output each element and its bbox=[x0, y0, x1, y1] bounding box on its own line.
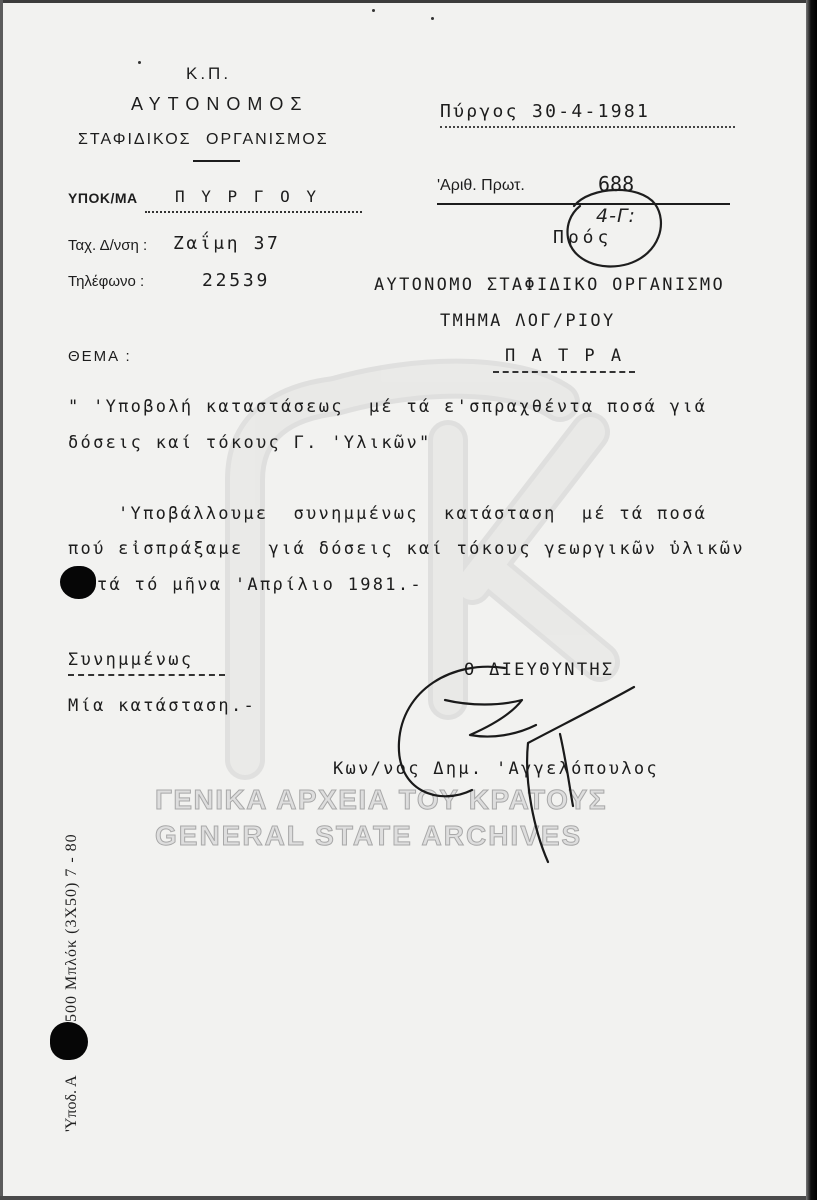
body-line: 'Υποβάλλουμε συνημμένως κατάσταση μέ τά ποσά bbox=[118, 504, 708, 524]
ink-blot bbox=[50, 1022, 88, 1060]
organization-name-line2: ΣΤΑΦΙΔΙΚΟΣ ΟΡΓΑΝΙΣΜΟΣ bbox=[78, 131, 329, 148]
recipient-line1: ΑΥΤΟΝΟΜΟ ΣΤΑΦΙΔΙΚΟ ΟΡΓΑΝΙΣΜΟ bbox=[374, 275, 725, 295]
scan-speck bbox=[138, 61, 141, 64]
scan-speck bbox=[431, 17, 434, 20]
branch-label: ΥΠΟΚ/ΜΑ bbox=[68, 190, 138, 206]
organization-name-line1: ΑΥΤΟΝΟΜΟΣ bbox=[131, 94, 309, 114]
to-label: Πρός bbox=[553, 227, 613, 248]
form-imprint-part1: 'Υποδ. Α bbox=[63, 1075, 80, 1132]
letterhead-code: Κ.Π. bbox=[186, 64, 232, 83]
subject-line: δόσεις καί τόκους Γ. 'Υλικῶν" bbox=[68, 433, 432, 453]
phone-label: Τηλέφωνο : bbox=[68, 273, 145, 290]
watermark-text-english: GENERAL STATE ARCHIVES bbox=[155, 820, 583, 851]
phone-value: 22539 bbox=[202, 270, 271, 291]
address-value: Ζαΐμη 37 bbox=[173, 233, 281, 254]
subject-label: ΘΕΜΑ : bbox=[68, 348, 132, 365]
attachments-label: Συνημμένως bbox=[68, 650, 194, 670]
watermark-text-greek: ΓΕΝΙΚΑ ΑΡΧΕΙΑ ΤΟΥ ΚΡΑΤΟΥΣ bbox=[155, 784, 608, 815]
branch-value: Π Υ Ρ Γ Ο Υ bbox=[175, 187, 320, 206]
place-date: Πύργος 30-4-1981 bbox=[440, 101, 651, 122]
signatory-name: Κων/νος Δημ. 'Αγγελόπουλος bbox=[333, 759, 659, 779]
protocol-number: 688 bbox=[598, 172, 635, 196]
subject-line: " 'Υποβολή καταστάσεως μέ τά ε'σπραχθέντα ποσά γιά bbox=[68, 397, 708, 417]
recipient-line2: ΤΜΗΜΑ ΛΟΓ/ΡΙΟΥ bbox=[440, 311, 616, 331]
body-line: τά τό μῆνα 'Απρίλιο 1981.- bbox=[97, 575, 423, 595]
scan-speck bbox=[372, 9, 375, 12]
attachment-item: Μία κατάσταση.- bbox=[68, 696, 257, 716]
protocol-label: 'Αριθ. Πρωτ. bbox=[437, 177, 525, 194]
signatory-title: Ο ΔΙΕΥΘΥΝΤΗΣ bbox=[464, 660, 615, 680]
recipient-city: Π Α Τ Ρ Α bbox=[505, 346, 625, 366]
form-imprint-part2: 500 Μπλόκ (3Χ50) 7 - 80 bbox=[63, 833, 80, 1022]
handwritten-note: 4-Γ: bbox=[596, 205, 636, 227]
address-label: Ταχ. Δ/νση : bbox=[68, 237, 148, 254]
body-line: πού εἰσπράξαμε γιά δόσεις καί τόκους γεωργικῶν ὑλικῶν bbox=[68, 539, 745, 559]
scan-edge-right bbox=[806, 0, 817, 1200]
